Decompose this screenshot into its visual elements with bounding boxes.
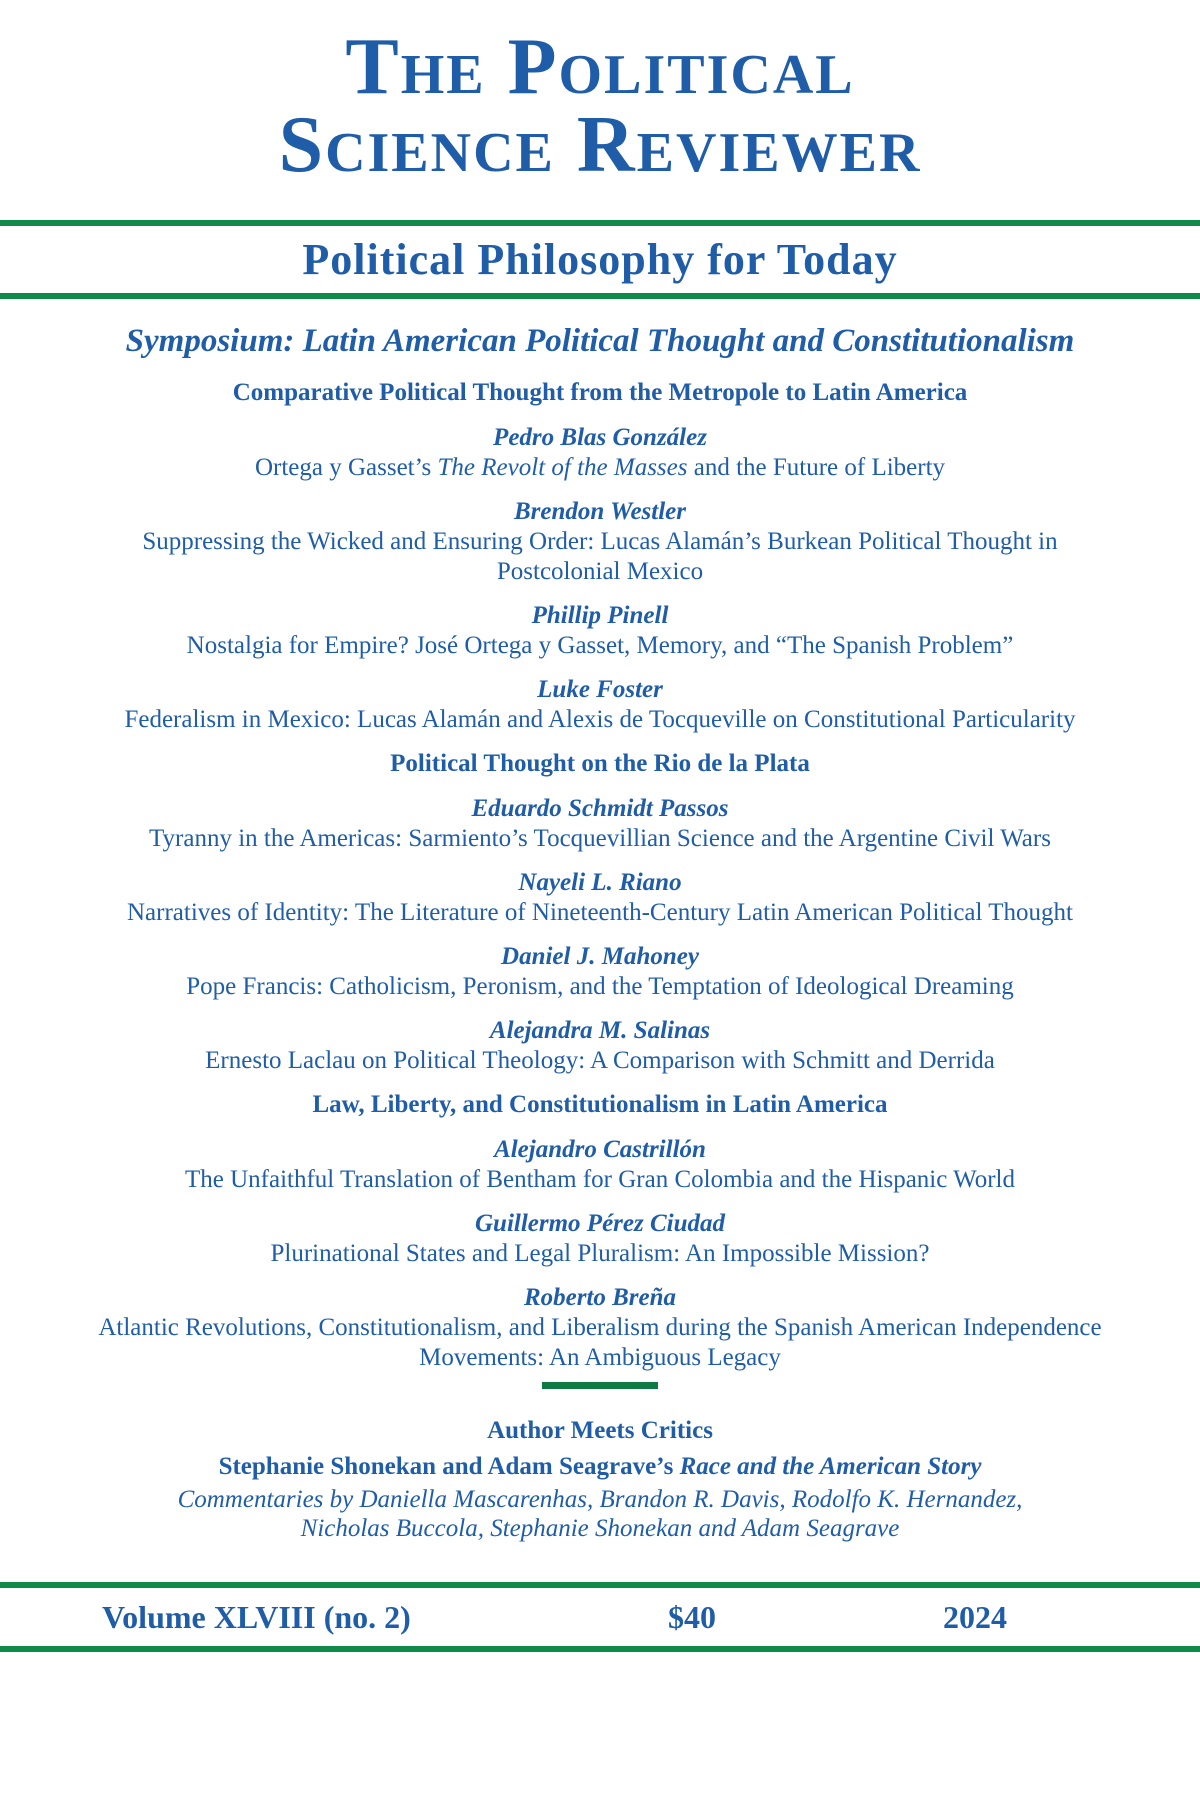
text-segment: Federalism in Mexico: Lucas Alamán and Alexis de Tocqueville on Constitutional Particularity [124,706,1076,733]
toc-entry [90,867,1110,928]
entry-author: Roberto Breña [523,1284,677,1311]
entry-author: Alejandra M. Salinas [489,1017,711,1044]
commentaries-line: Commentaries by Daniella Mascarenhas, Brandon R. Davis, Rodolfo K. Hernandez, Nicholas Buccola, Stephanie Shonekan and Adam Seagrave [177,1486,1023,1542]
entry-title [95,824,1105,854]
text-segment: Ortega y Gasset’s [254,454,438,481]
journal-title-line-1: The Political [345,23,855,111]
year-label: 2024 [943,1599,1007,1635]
toc-entry [90,1282,1110,1373]
horizontal-rule-subtitle [0,293,1200,299]
text-segment: Stephanie Shonekan and Adam Seagrave’s [218,1453,680,1480]
toc-entry [90,600,1110,661]
entry-title [95,453,1105,483]
entry-title [95,1165,1105,1195]
toc-entry [90,1015,1110,1076]
section-heading: Political Thought on the Rio de la Plata [390,750,810,777]
entry-title [95,1239,1105,1269]
entry-title [95,898,1105,928]
journal-title [0,23,1200,189]
entry-title [95,527,1105,587]
toc-entry [90,941,1110,1002]
text-segment: Race and the American Story [679,1453,982,1480]
toc-entry [90,422,1110,483]
text-segment: Ernesto Laclau on Political Theology: A Comparison with Schmitt and Derrida [205,1047,995,1074]
text-segment: Narratives of Identity: The Literature of Nineteenth-Century Latin American Political Thought [126,899,1073,926]
entry-author: Pedro Blas González [493,424,707,451]
entry-title [95,1313,1105,1373]
symposium-title: Symposium: Latin American Political Thought and Constitutionalism [125,323,1075,359]
journal-title-line-2: Science Reviewer [278,101,922,189]
toc-entry [90,1134,1110,1195]
entry-title [95,705,1105,735]
entry-author: Nayeli L. Riano [518,869,682,896]
toc-entry [90,793,1110,854]
volume-label: Volume XLVIII (no. 2) [102,1599,411,1635]
price-label: $40 [668,1599,716,1635]
entry-title [95,1046,1105,1076]
section-divider-line [542,1382,658,1389]
journal-subtitle: Political Philosophy for Today [302,235,898,284]
horizontal-rule-footer-bottom [0,1646,1200,1652]
entry-author: Eduardo Schmidt Passos [471,795,729,822]
entry-author: Alejandro Castrillón [494,1136,706,1163]
text-segment: Nostalgia for Empire? José Ortega y Gasset, Memory, and “The Spanish Problem” [186,632,1014,659]
entry-author: Daniel J. Mahoney [501,943,699,970]
section-heading: Comparative Political Thought from the Metropole to Latin America [232,379,968,406]
entry-title [95,972,1105,1002]
text-segment: Atlantic Revolutions, Constitutionalism, and Liberalism during the Spanish American Independence Movements: An Ambiguous Legacy [98,1314,1102,1371]
entry-author: Guillermo Pérez Ciudad [474,1210,725,1237]
entry-author: Phillip Pinell [531,602,669,629]
text-segment: Pope Francis: Catholicism, Peronism, and the Temptation of Ideological Dreaming [186,973,1014,1000]
toc-entry [90,496,1110,587]
text-segment: and the Future of Liberty [687,454,946,481]
toc-entry [90,1208,1110,1269]
toc-entry [90,674,1110,735]
text-segment: Tyranny in the Americas: Sarmiento’s Tocquevillian Science and the Argentine Civil Wars [149,825,1051,852]
text-segment: The Revolt of the Masses [437,454,688,481]
text-segment: The Unfaithful Translation of Bentham for Gran Colombia and the Hispanic World [184,1166,1016,1193]
text-segment: Suppressing the Wicked and Ensuring Order: Lucas Alamán’s Burkean Political Thought in Postcolonial Mexico [142,528,1058,585]
table-of-contents [90,377,1110,1373]
text-segment: Plurinational States and Legal Pluralism: An Impossible Mission? [270,1240,930,1267]
footer-row [0,1588,1200,1646]
author-meets-critics-heading: Author Meets Critics [487,1417,713,1444]
masthead [0,0,1200,189]
entry-author: Brendon Westler [513,498,687,525]
entry-author: Luke Foster [537,676,663,703]
cover-footer [0,1582,1200,1652]
book-title-line [95,1451,1105,1483]
author-meets-critics-section [0,1415,1200,1543]
entry-title [95,631,1105,661]
section-heading: Law, Liberty, and Constitutionalism in Latin America [312,1091,888,1118]
